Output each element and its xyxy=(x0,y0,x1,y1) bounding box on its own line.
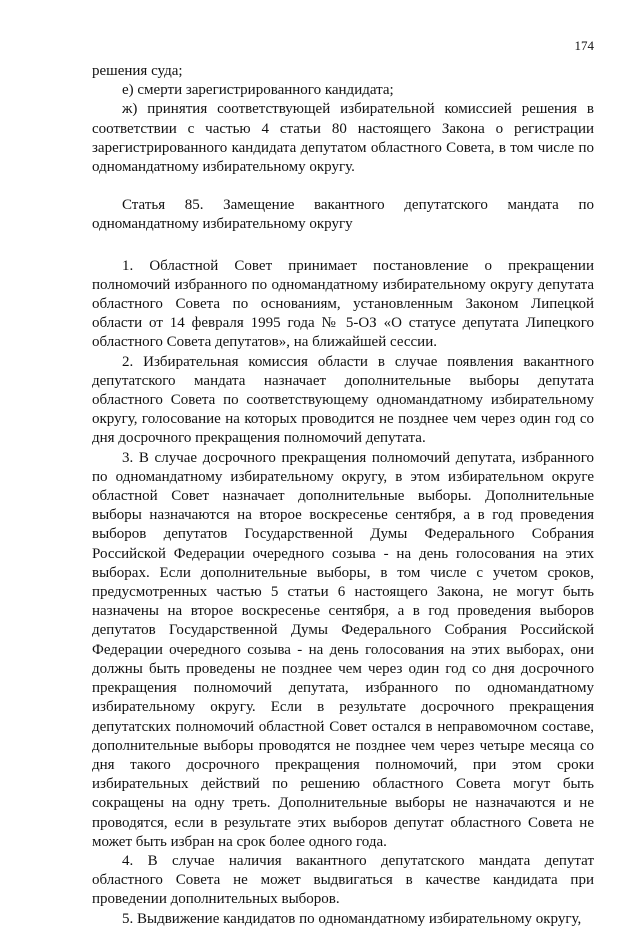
article-heading: Статья 85. Замещение вакантного депутатского мандата по одномандатному избирательному округу xyxy=(92,197,594,233)
paragraph-continuation: решения суда; xyxy=(92,63,183,79)
paragraph-part-4: 4. В случае наличия вакантного депутатского мандата депутат областного Совета не может выдвигаться в качестве кандидата при проведении дополнительных выборов. xyxy=(92,852,594,908)
paragraph-item-zh: ж) принятия соответствующей избирательной комиссией решения в соответствии с частью 4 статьи 80 настоящего Закона о регистрации зарегистрированного кандидата депутатом областного Совета, в том числе по одномандатному избирательному округу. xyxy=(92,101,594,176)
paragraph-part-3: 3. В случае досрочного прекращения полномочий депутата, избранного по одномандатному избирательному округу, в этом избирательном округе областной Совет назначает дополнительные выборы. Дополнительные выборы назначаются на второе воскресенье сентября, а в год проведения выборов депутатов Государственной Думы Федерального Собрания Российской Федерации очередного созыва - на день голосования на этих выборах. Если дополнительные выборы, в том числе с учетом сроков, предусмотренных частью 5 статьи 6 настоящего Закона, не могут быть назначены на второе воскресенье сентября, а в год проведения выборов депутатов Государственной Думы Федерального Собрания Российской Федерации очередного созыва - на день голосования на этих выборах, они должны быть проведены не позднее чем через один год со дня досрочного прекращения полномочий депутата, избранного по одномандатному избирательному округу. Если в результате досрочного прекращения депутатских полномочий областной Совет остался в неправомочном составе, дополнительные выборы проводятся не позднее чем через четыре месяца со дня такого досрочного прекращения полномочий, при этом сроки избирательных действий по решению областного Совета могут быть сокращены на одну треть. Дополнительные выборы не назначаются и не проводятся, если в результате этих выборов депутат областного Совета не может быть избран на срок более одного года. xyxy=(92,449,594,850)
paragraph-part-1: 1. Областной Совет принимает постановление о прекращении полномочий избранного по одномандатному избирательному округу депутата областного Совета по основаниям, установленным Законом Липецкой области от 14 февраля 1995 года № 5-ОЗ «О статусе депутата Липецкого областного Совета депутатов», на ближайшей сессии. xyxy=(92,257,594,351)
paragraph-part-5: 5. Выдвижение кандидатов по одномандатному избирательному округу, xyxy=(122,910,582,927)
paragraph-part-2: 2. Избирательная комиссия области в случае появления вакантного депутатского мандата назначает дополнительные выборы депутата областного Совета по соответствующему одномандатному избирательному округу, голосование на которых проводится не позднее чем через один год со дня досрочного прекращения полномочий депутата. xyxy=(92,353,594,447)
document-body xyxy=(92,62,594,929)
paragraph-item-e: е) смерти зарегистрированного кандидата; xyxy=(122,82,394,99)
page-number: 174 xyxy=(574,38,594,53)
